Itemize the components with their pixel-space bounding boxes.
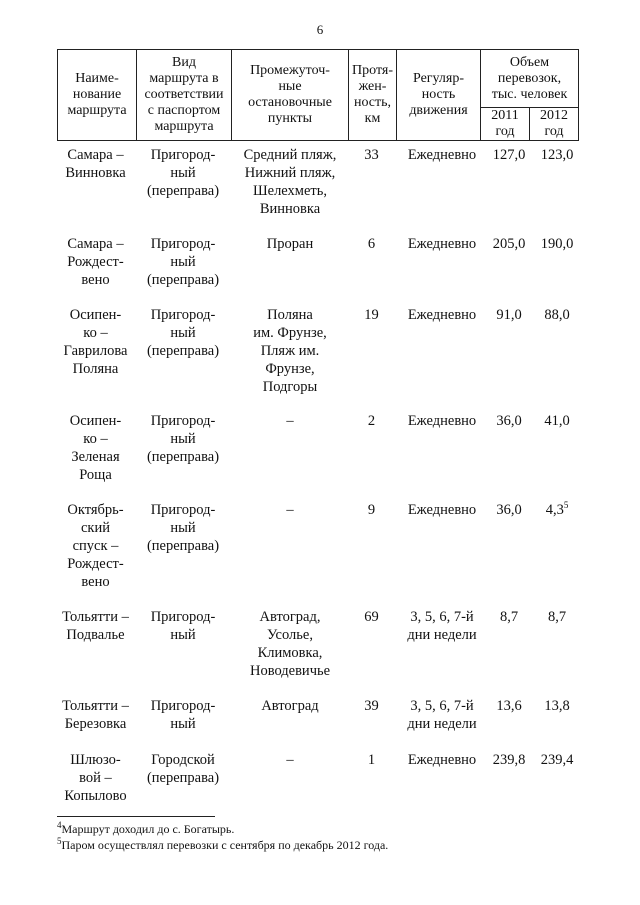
footnote-5: $^5$Паром осуществлял перевозки с сентября по декабрь 2012 года.: [57, 836, 389, 852]
route-regularity: Ежедневно: [407, 307, 477, 323]
footnote-divider: [57, 816, 215, 817]
volume-2012: 239,4: [540, 752, 574, 768]
route-type: Пригород- ный (переправа): [146, 413, 220, 465]
route-length: 39: [364, 698, 379, 714]
route-stops: –: [286, 752, 294, 768]
route-type: Пригород- ный (переправа): [146, 236, 220, 288]
route-regularity: Ежедневно: [407, 502, 477, 518]
route-length: 9: [367, 502, 376, 518]
volume-2011: 13,6: [496, 698, 522, 714]
route-name: Тольятти – Подвалье: [62, 609, 129, 643]
header-route-name: Наиме- нование маршрута: [58, 50, 137, 141]
volume-2011: 127,0: [492, 147, 526, 163]
footnote-ref: 5: [563, 500, 569, 511]
route-name: Осипен- ко – Зеленая Роща: [69, 413, 122, 483]
route-regularity: 3, 5, 6, 7-й дни недели: [407, 698, 477, 732]
volume-2011: 36,0: [496, 413, 522, 429]
route-length: 1: [367, 752, 376, 768]
route-name: Самара – Рождест- вено: [67, 236, 124, 288]
route-type: Пригород- ный: [150, 609, 216, 643]
footnote-4: $^4$Маршрут доходил до с. Богатырь.: [57, 820, 235, 836]
volume-2011: 205,0: [492, 236, 526, 252]
route-type: Городской (переправа): [146, 752, 220, 786]
volume-2012: 190,0: [540, 236, 574, 252]
route-name: Октябрь- ский спуск – Рождест- вено: [67, 502, 124, 590]
volume-2012: $4,3^5$: [545, 500, 569, 518]
header-year-2011: 2011 год: [481, 108, 530, 141]
route-length: 19: [364, 307, 379, 323]
header-volume: Объем перевозок, тыс. человек: [481, 50, 579, 108]
header-regularity: Регуляр- ность движения: [397, 50, 481, 141]
route-regularity: Ежедневно: [407, 236, 477, 252]
table-header: [57, 49, 579, 141]
volume-2011: 91,0: [496, 307, 522, 323]
route-regularity: Ежедневно: [407, 147, 477, 163]
header-stops: Промежуточ- ные остановочные пункты: [232, 50, 349, 141]
route-length: 2: [367, 413, 376, 429]
route-length: 6: [367, 236, 376, 252]
route-stops: Средний пляж, Нижний пляж, Шелехметь, Винновка: [243, 147, 337, 217]
header-length: Протя- жен- ность, км: [349, 50, 397, 141]
header-year-2012: 2012 год: [530, 108, 579, 141]
route-name: Самара – Винновка: [65, 147, 126, 181]
route-name: Шлюзо- вой – Копылово: [64, 752, 127, 804]
route-name: Осипен- ко – Гаврилова Поляна: [63, 307, 128, 377]
route-stops: –: [286, 413, 294, 429]
route-length: 69: [364, 609, 379, 625]
route-type: Пригород- ный (переправа): [146, 307, 220, 359]
volume-2011: 36,0: [496, 502, 522, 518]
route-regularity: 3, 5, 6, 7-й дни недели: [407, 609, 477, 643]
route-type: Пригород- ный: [150, 698, 216, 732]
route-stops: Проран: [266, 236, 314, 252]
volume-2012: 41,0: [544, 413, 570, 429]
route-type: Пригород- ный (переправа): [146, 502, 220, 554]
route-stops: –: [286, 502, 294, 518]
route-name: Тольятти – Березовка: [62, 698, 129, 732]
route-stops: Автоград: [261, 698, 319, 714]
volume-2011: 239,8: [492, 752, 526, 768]
header-route-type: Вид маршрута в соответствии с паспортом маршрута: [137, 50, 232, 141]
volume-2012: 123,0: [540, 147, 574, 163]
route-stops: Поляна им. Фрунзе, Пляж им. Фрунзе, Подгоры: [253, 307, 327, 395]
volume-2012: 8,7: [547, 609, 567, 625]
route-type: Пригород- ный (переправа): [146, 147, 220, 199]
page-number: 6: [316, 22, 324, 37]
volume-2012: 13,8: [544, 698, 570, 714]
route-regularity: Ежедневно: [407, 413, 477, 429]
route-regularity: Ежедневно: [407, 752, 477, 768]
route-length: 33: [364, 147, 379, 163]
route-stops: Автоград, Усолье, Климовка, Новодевичье: [249, 609, 331, 679]
volume-2012: 88,0: [544, 307, 570, 323]
volume-2011: 8,7: [499, 609, 519, 625]
